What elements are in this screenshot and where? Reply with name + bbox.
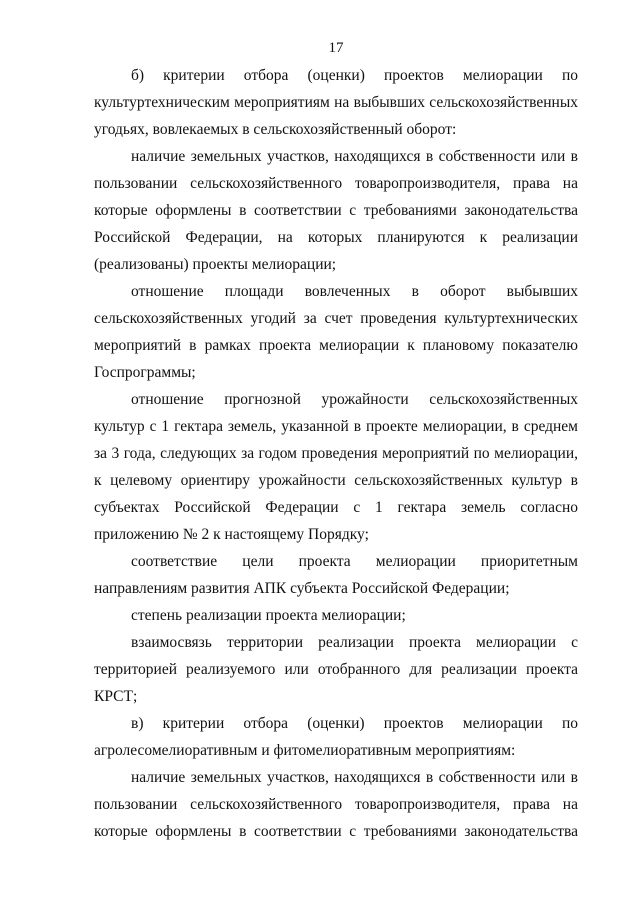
- paragraph-implementation-degree: степень реализации проекта мелиорации;: [131, 607, 406, 624]
- paragraph-area-ratio: отношение площади вовлеченных в оборот выбывших сельскохозяйственных угодий за счет проведения культуртехнических мероприятий в рамках проекта мелиорации к плановому показателю Госпрограммы;: [94, 283, 578, 381]
- page-number: 17: [328, 40, 344, 56]
- paragraph-land-availability: наличие земельных участков, находящихся в собственности или в пользовании сельскохозяйственного товаропроизводителя, права на которые оформлены в соответствии с требованиями законодательства Российской Федерации, на которых планируются к реализации (реализованы) проекты мелиорации;: [94, 148, 578, 273]
- document-body: [94, 62, 578, 845]
- paragraph-criteria-b: б) критерии отбора (оценки) проектов мелиорации по культуртехническим мероприятиям на выбывших сельскохозяйственных угодьях, вовлекаемых в сельскохозяйственный оборот:: [94, 67, 578, 138]
- paragraph-land-availability-2: наличие земельных участков, находящихся в собственности или в пользовании сельскохозяйственного товаропроизводителя, права на которые оформлены в соответствии с требованиями законодательства: [94, 769, 578, 840]
- paragraph-yield-ratio: отношение прогнозной урожайности сельскохозяйственных культур с 1 гектара земель, указанной в проекте мелиорации, в среднем за 3 года, следующих за годом проведения мероприятий по мелиорации, к целевому ориентиру урожайности сельскохозяйственных культур в субъектах Российской Федерации с 1 гектара земель согласно приложению № 2 к настоящему Порядку;: [94, 391, 578, 543]
- paragraph-territory-link: взаимосвязь территории реализации проекта мелиорации с территорией реализуемого или отобранного для реализации проекта КРСТ;: [94, 634, 578, 705]
- paragraph-criteria-c: в) критерии отбора (оценки) проектов мелиорации по агролесомелиоративным и фитомелиоративным мероприятиям:: [94, 715, 578, 759]
- paragraph-priority-directions: соответствие цели проекта мелиорации приоритетным направлениям развития АПК субъекта Российской Федерации;: [94, 553, 578, 597]
